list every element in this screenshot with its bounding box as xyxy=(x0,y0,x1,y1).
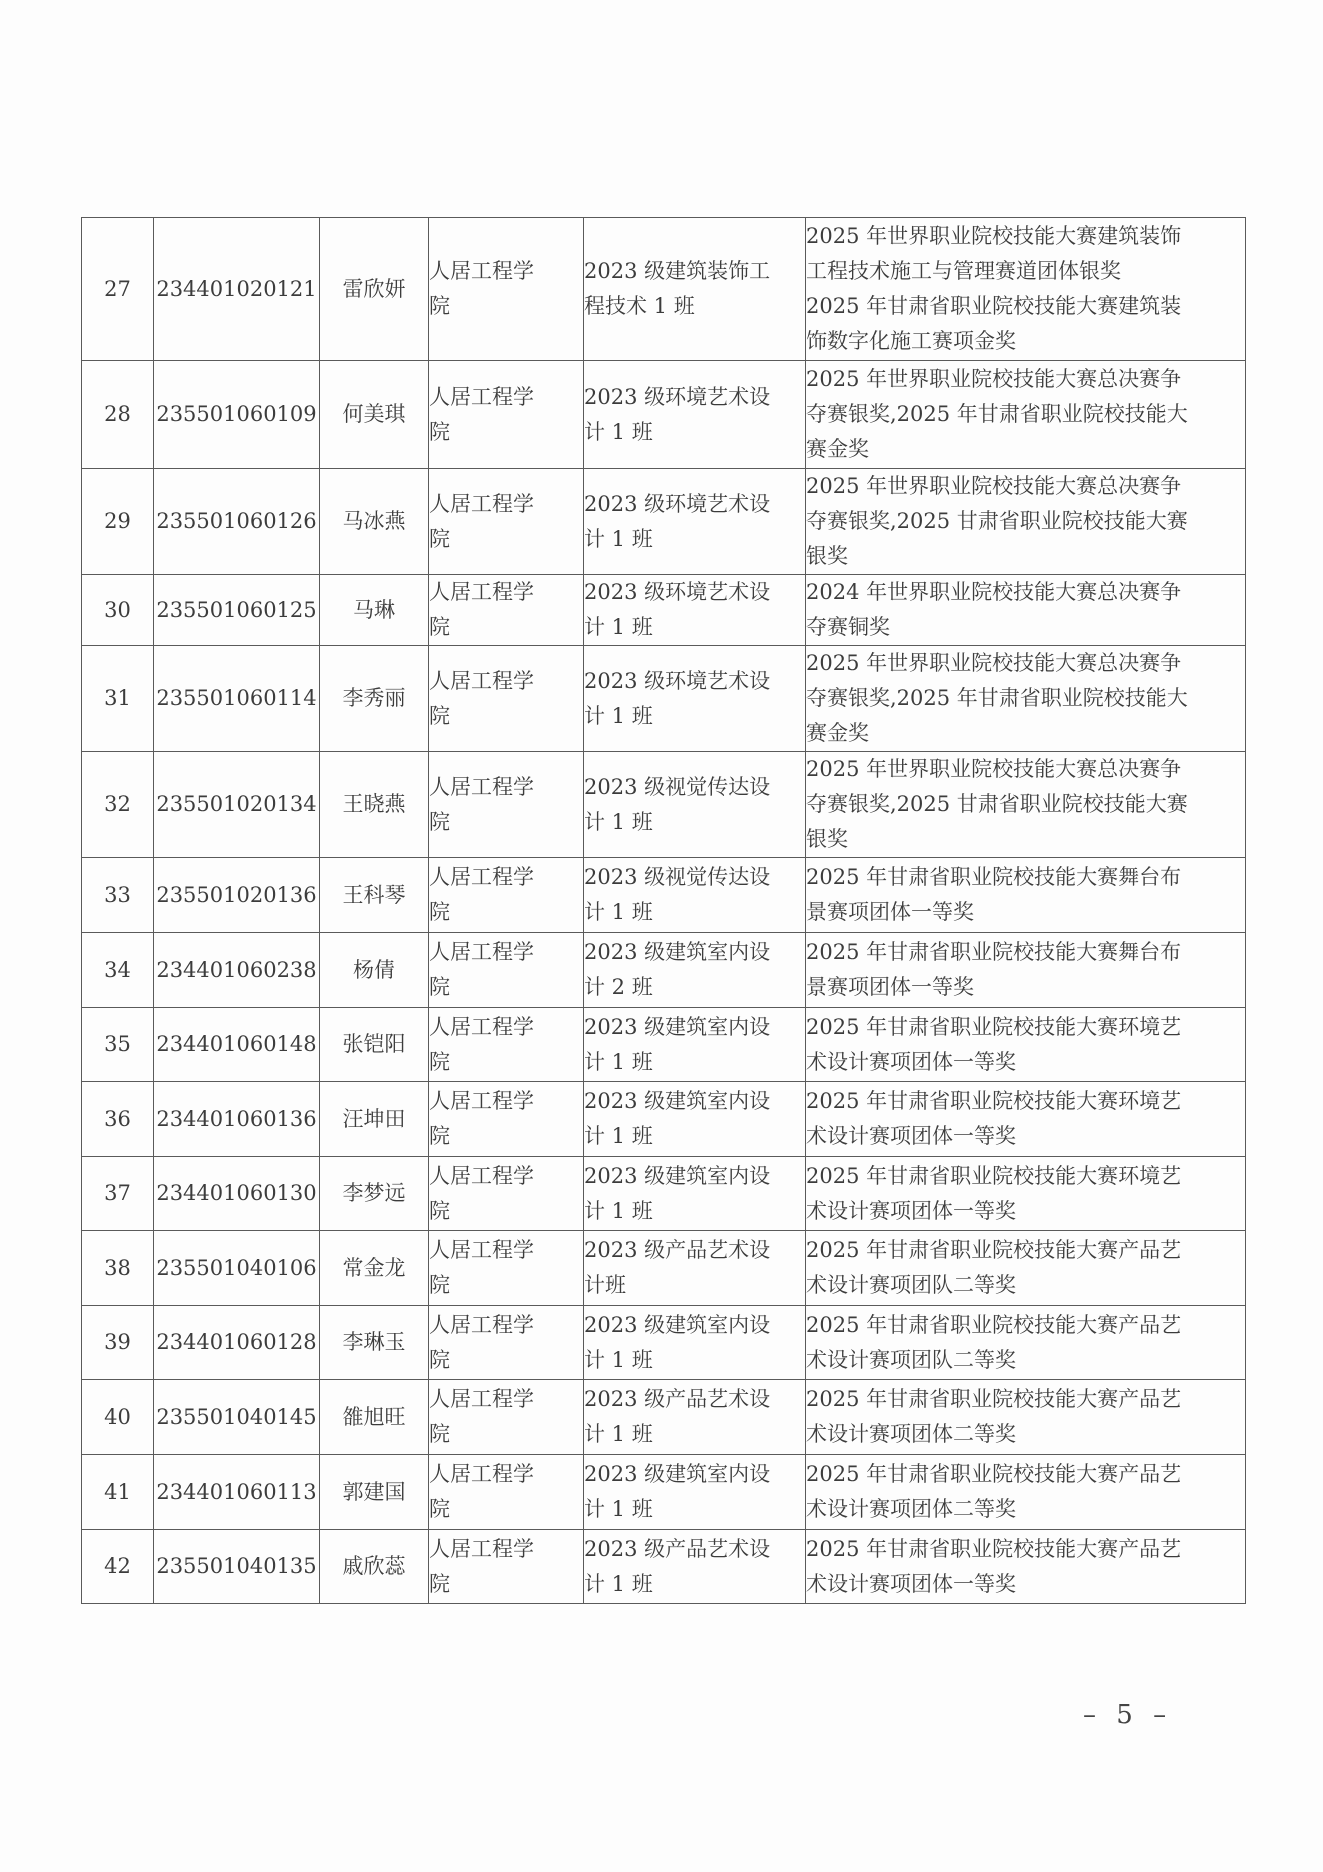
award-text-line: 2025 年世界职业院校技能大赛总决赛争 xyxy=(806,651,1182,675)
class-text-line: 2023 级产品艺术设 xyxy=(584,1536,771,1561)
student-name-cell: 汪坤田 xyxy=(320,1082,429,1157)
school-cell xyxy=(429,858,584,933)
award-text-line: 2025 年甘肃省职业院校技能大赛舞台布 xyxy=(806,940,1182,964)
school-text-line: 院 xyxy=(429,975,450,999)
award-text-line: 夺赛银奖,2025 年甘肃省职业院校技能大 xyxy=(806,402,1188,426)
serial-number-cell: 32 xyxy=(82,752,154,858)
award-cell xyxy=(806,361,1246,469)
award-cell xyxy=(806,1380,1246,1455)
school-text-line: 人居工程学 xyxy=(429,668,534,693)
table-row xyxy=(82,1157,1246,1231)
award-text-line: 赛金奖 xyxy=(806,721,869,745)
table-row xyxy=(82,575,1246,646)
award-cell xyxy=(806,1008,1246,1082)
serial-number-cell: 39 xyxy=(82,1306,154,1380)
class-cell xyxy=(584,1530,806,1604)
school-text-line: 院 xyxy=(429,809,450,834)
student-id-cell: 234401060238 xyxy=(154,933,320,1008)
award-cell xyxy=(806,1157,1246,1231)
school-text-line: 院 xyxy=(429,703,450,728)
student-name-cell: 李梦远 xyxy=(320,1157,429,1231)
school-text-line: 人居工程学 xyxy=(429,1312,534,1337)
class-text-line: 程技术 1 班 xyxy=(584,294,695,318)
table-row xyxy=(82,1306,1246,1380)
award-text-line: 术设计赛项团体二等奖 xyxy=(806,1497,1016,1521)
school-cell xyxy=(429,1530,584,1604)
serial-number-cell: 27 xyxy=(82,218,154,361)
table-row xyxy=(82,1082,1246,1157)
class-text-line: 计 1 班 xyxy=(584,419,653,444)
award-text-line: 2025 年甘肃省职业院校技能大赛产品艺 xyxy=(806,1387,1182,1411)
award-text-line: 术设计赛项团体一等奖 xyxy=(806,1124,1016,1148)
class-cell xyxy=(584,1082,806,1157)
class-cell xyxy=(584,361,806,469)
student-id-cell: 235501040106 xyxy=(154,1231,320,1306)
table-row xyxy=(82,1455,1246,1530)
school-text-line: 人居工程学 xyxy=(429,580,534,604)
award-text-line: 2025 年世界职业院校技能大赛总决赛争 xyxy=(806,757,1182,781)
school-text-line: 院 xyxy=(429,1422,450,1446)
serial-number-cell: 42 xyxy=(82,1530,154,1604)
class-text-line: 2023 级环境艺术设 xyxy=(584,580,771,604)
award-text-line: 赛金奖 xyxy=(806,437,869,461)
award-cell xyxy=(806,1082,1246,1157)
class-cell xyxy=(584,1231,806,1306)
school-cell xyxy=(429,218,584,361)
student-name-cell: 何美琪 xyxy=(320,361,429,469)
student-id-cell: 234401060113 xyxy=(154,1455,320,1530)
award-cell xyxy=(806,1530,1246,1604)
award-list-table xyxy=(81,217,1246,1604)
award-cell xyxy=(806,218,1246,361)
school-text-line: 院 xyxy=(429,615,450,639)
class-text-line: 2023 级建筑室内设 xyxy=(584,1089,771,1113)
student-id-cell: 234401020121 xyxy=(154,218,320,361)
class-text-line: 计 1 班 xyxy=(584,1571,653,1596)
student-id-cell: 235501060109 xyxy=(154,361,320,469)
award-cell xyxy=(806,1306,1246,1380)
award-cell xyxy=(806,575,1246,646)
school-text-line: 人居工程学 xyxy=(429,1014,534,1039)
class-text-line: 计 1 班 xyxy=(584,526,653,551)
award-cell xyxy=(806,752,1246,858)
school-text-line: 院 xyxy=(429,419,450,444)
class-text-line: 2023 级建筑室内设 xyxy=(584,1163,771,1188)
table-row xyxy=(82,933,1246,1008)
school-text-line: 人居工程学 xyxy=(429,1462,534,1486)
student-name-cell: 雒旭旺 xyxy=(320,1380,429,1455)
student-id-cell: 235501060125 xyxy=(154,575,320,646)
award-text-line: 术设计赛项团体一等奖 xyxy=(806,1571,1016,1596)
class-text-line: 计 1 班 xyxy=(584,1198,653,1223)
school-cell xyxy=(429,1157,584,1231)
class-text-line: 计 1 班 xyxy=(584,1497,653,1521)
school-text-line: 院 xyxy=(429,900,450,924)
award-text-line: 术设计赛项团体一等奖 xyxy=(806,1049,1016,1074)
student-name-cell: 张铠阳 xyxy=(320,1008,429,1082)
student-name-cell: 郭建国 xyxy=(320,1455,429,1530)
school-cell xyxy=(429,1082,584,1157)
school-text-line: 人居工程学 xyxy=(429,774,534,799)
award-text-line: 2025 年世界职业院校技能大赛建筑装饰 xyxy=(806,224,1182,248)
table-row xyxy=(82,858,1246,933)
school-text-line: 人居工程学 xyxy=(429,1536,534,1561)
school-cell xyxy=(429,1231,584,1306)
award-text-line: 饰数字化施工赛项金奖 xyxy=(806,329,1016,353)
award-text-line: 术设计赛项团体二等奖 xyxy=(806,1422,1016,1446)
award-cell xyxy=(806,469,1246,575)
school-text-line: 人居工程学 xyxy=(429,1238,534,1262)
class-text-line: 2023 级视觉传达设 xyxy=(584,865,771,889)
school-text-line: 院 xyxy=(429,1497,450,1521)
serial-number-cell: 41 xyxy=(82,1455,154,1530)
award-text-line: 2025 年甘肃省职业院校技能大赛产品艺 xyxy=(806,1312,1182,1337)
student-id-cell: 235501060114 xyxy=(154,646,320,752)
student-id-cell: 235501040145 xyxy=(154,1380,320,1455)
class-text-line: 2023 级视觉传达设 xyxy=(584,774,771,799)
student-name-cell: 马琳 xyxy=(320,575,429,646)
award-text-line: 2025 年甘肃省职业院校技能大赛建筑装 xyxy=(806,294,1182,318)
table-row xyxy=(82,1380,1246,1455)
school-text-line: 院 xyxy=(429,1049,450,1074)
class-cell xyxy=(584,933,806,1008)
table-row xyxy=(82,752,1246,858)
award-text-line: 2024 年世界职业院校技能大赛总决赛争 xyxy=(806,580,1182,604)
serial-number-cell: 35 xyxy=(82,1008,154,1082)
award-text-line: 银奖 xyxy=(806,827,848,851)
school-cell xyxy=(429,575,584,646)
class-cell xyxy=(584,1157,806,1231)
table-row xyxy=(82,469,1246,575)
class-cell xyxy=(584,858,806,933)
award-text-line: 2025 年甘肃省职业院校技能大赛环境艺 xyxy=(806,1014,1182,1039)
student-name-cell: 杨倩 xyxy=(320,933,429,1008)
school-cell xyxy=(429,933,584,1008)
school-cell xyxy=(429,1306,584,1380)
class-text-line: 2023 级建筑室内设 xyxy=(584,1312,771,1337)
class-text-line: 2023 级建筑室内设 xyxy=(584,1014,771,1039)
class-text-line: 计 1 班 xyxy=(584,900,653,924)
award-text-line: 2025 年甘肃省职业院校技能大赛环境艺 xyxy=(806,1089,1182,1113)
award-text-line: 术设计赛项团队二等奖 xyxy=(806,1347,1016,1372)
student-id-cell: 235501040135 xyxy=(154,1530,320,1604)
class-text-line: 计 1 班 xyxy=(584,809,653,834)
class-text-line: 计 1 班 xyxy=(584,615,653,639)
student-name-cell: 马冰燕 xyxy=(320,469,429,575)
class-cell xyxy=(584,752,806,858)
class-text-line: 2023 级建筑装饰工 xyxy=(584,259,771,283)
class-text-line: 计 1 班 xyxy=(584,1347,653,1372)
award-text-line: 2025 年甘肃省职业院校技能大赛产品艺 xyxy=(806,1536,1182,1561)
school-text-line: 院 xyxy=(429,526,450,551)
school-cell xyxy=(429,361,584,469)
serial-number-cell: 29 xyxy=(82,469,154,575)
class-cell xyxy=(584,1380,806,1455)
award-text-line: 夺赛铜奖 xyxy=(806,615,890,639)
class-text-line: 计 1 班 xyxy=(584,1049,653,1074)
class-text-line: 2023 级建筑室内设 xyxy=(584,1462,771,1486)
student-name-cell: 常金龙 xyxy=(320,1231,429,1306)
award-text-line: 夺赛银奖,2025 甘肃省职业院校技能大赛 xyxy=(806,509,1188,533)
table-row xyxy=(82,1231,1246,1306)
class-cell xyxy=(584,575,806,646)
serial-number-cell: 36 xyxy=(82,1082,154,1157)
class-text-line: 计班 xyxy=(584,1273,626,1297)
serial-number-cell: 34 xyxy=(82,933,154,1008)
student-name-cell: 戚欣蕊 xyxy=(320,1530,429,1604)
school-text-line: 人居工程学 xyxy=(429,940,534,964)
award-text-line: 2025 年甘肃省职业院校技能大赛环境艺 xyxy=(806,1163,1182,1188)
student-id-cell: 234401060128 xyxy=(154,1306,320,1380)
table-body xyxy=(82,218,1246,1604)
school-cell xyxy=(429,752,584,858)
class-text-line: 2023 级产品艺术设 xyxy=(584,1387,771,1411)
school-text-line: 人居工程学 xyxy=(429,259,534,283)
student-id-cell: 234401060130 xyxy=(154,1157,320,1231)
award-text-line: 2025 年甘肃省职业院校技能大赛产品艺 xyxy=(806,1238,1182,1262)
class-text-line: 计 1 班 xyxy=(584,1422,653,1446)
award-text-line: 夺赛银奖,2025 甘肃省职业院校技能大赛 xyxy=(806,792,1188,816)
student-name-cell: 雷欣妍 xyxy=(320,218,429,361)
school-cell xyxy=(429,469,584,575)
class-text-line: 2023 级环境艺术设 xyxy=(584,491,771,516)
award-text-line: 夺赛银奖,2025 年甘肃省职业院校技能大 xyxy=(806,686,1188,710)
award-cell xyxy=(806,1231,1246,1306)
school-text-line: 人居工程学 xyxy=(429,491,534,516)
school-text-line: 人居工程学 xyxy=(429,865,534,889)
award-cell xyxy=(806,858,1246,933)
serial-number-cell: 31 xyxy=(82,646,154,752)
school-text-line: 人居工程学 xyxy=(429,384,534,409)
award-text-line: 景赛项团体一等奖 xyxy=(806,975,974,999)
award-cell xyxy=(806,1455,1246,1530)
award-cell xyxy=(806,646,1246,752)
school-cell xyxy=(429,1380,584,1455)
school-text-line: 人居工程学 xyxy=(429,1089,534,1113)
student-id-cell: 235501060126 xyxy=(154,469,320,575)
table-row xyxy=(82,218,1246,361)
award-text-line: 2025 年世界职业院校技能大赛总决赛争 xyxy=(806,474,1182,498)
serial-number-cell: 37 xyxy=(82,1157,154,1231)
class-text-line: 计 1 班 xyxy=(584,1124,653,1148)
student-name-cell: 李琳玉 xyxy=(320,1306,429,1380)
class-text-line: 计 2 班 xyxy=(584,975,653,999)
award-text-line: 2025 年甘肃省职业院校技能大赛产品艺 xyxy=(806,1462,1182,1486)
class-text-line: 2023 级产品艺术设 xyxy=(584,1238,771,1262)
award-text-line: 工程技术施工与管理赛道团体银奖 xyxy=(806,259,1121,283)
school-cell xyxy=(429,646,584,752)
award-text-line: 术设计赛项团队二等奖 xyxy=(806,1273,1016,1297)
class-cell xyxy=(584,1455,806,1530)
class-text-line: 计 1 班 xyxy=(584,703,653,728)
student-id-cell: 234401060136 xyxy=(154,1082,320,1157)
class-text-line: 2023 级环境艺术设 xyxy=(584,384,771,409)
student-id-cell: 235501020134 xyxy=(154,752,320,858)
serial-number-cell: 28 xyxy=(82,361,154,469)
class-cell xyxy=(584,469,806,575)
award-text-line: 2025 年甘肃省职业院校技能大赛舞台布 xyxy=(806,865,1182,889)
table-row xyxy=(82,1530,1246,1604)
serial-number-cell: 30 xyxy=(82,575,154,646)
award-text-line: 景赛项团体一等奖 xyxy=(806,900,974,924)
class-text-line: 2023 级环境艺术设 xyxy=(584,668,771,693)
award-cell xyxy=(806,933,1246,1008)
school-text-line: 院 xyxy=(429,1571,450,1596)
award-text-line: 银奖 xyxy=(806,544,848,568)
class-cell xyxy=(584,218,806,361)
school-cell xyxy=(429,1455,584,1530)
student-name-cell: 李秀丽 xyxy=(320,646,429,752)
award-text-line: 术设计赛项团体一等奖 xyxy=(806,1198,1016,1223)
school-text-line: 人居工程学 xyxy=(429,1387,534,1411)
serial-number-cell: 40 xyxy=(82,1380,154,1455)
table-row xyxy=(82,361,1246,469)
school-text-line: 院 xyxy=(429,1347,450,1372)
school-text-line: 院 xyxy=(429,1273,450,1297)
table-row xyxy=(82,1008,1246,1082)
page-number: – 5 – xyxy=(1083,1700,1173,1730)
class-text-line: 2023 级建筑室内设 xyxy=(584,940,771,964)
class-cell xyxy=(584,1008,806,1082)
serial-number-cell: 33 xyxy=(82,858,154,933)
school-cell xyxy=(429,1008,584,1082)
student-name-cell: 王科琴 xyxy=(320,858,429,933)
student-id-cell: 235501020136 xyxy=(154,858,320,933)
school-text-line: 人居工程学 xyxy=(429,1163,534,1188)
table-row xyxy=(82,646,1246,752)
serial-number-cell: 38 xyxy=(82,1231,154,1306)
student-id-cell: 234401060148 xyxy=(154,1008,320,1082)
school-text-line: 院 xyxy=(429,1124,450,1148)
student-name-cell: 王晓燕 xyxy=(320,752,429,858)
class-cell xyxy=(584,646,806,752)
class-cell xyxy=(584,1306,806,1380)
school-text-line: 院 xyxy=(429,294,450,318)
award-text-line: 2025 年世界职业院校技能大赛总决赛争 xyxy=(806,367,1182,391)
school-text-line: 院 xyxy=(429,1198,450,1223)
